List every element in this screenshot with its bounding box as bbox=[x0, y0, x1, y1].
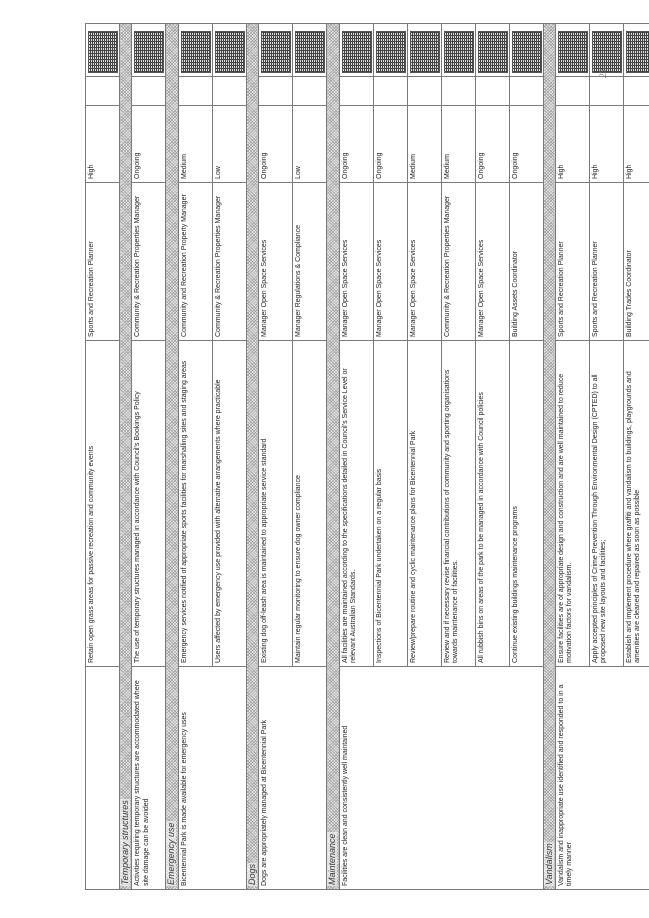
thumbnail-image bbox=[342, 31, 372, 73]
responsibility-cell: Manager Open Space Services bbox=[339, 183, 373, 341]
timeframe-cell: Low bbox=[212, 106, 246, 183]
image-cell bbox=[178, 24, 212, 77]
blank-cell bbox=[623, 77, 649, 106]
blank-cell bbox=[293, 77, 327, 106]
timeframe-cell: Ongoing bbox=[373, 106, 407, 183]
responsibility-cell: Community & Recreation Properties Manager bbox=[441, 183, 475, 341]
action-cell: Ensure facilities are of appropriate design and construction and are well maintained to reduce motivation factors for vandalism. bbox=[555, 341, 589, 667]
blank-cell bbox=[212, 77, 246, 106]
blank-cell bbox=[407, 77, 441, 106]
image-cell bbox=[373, 24, 407, 77]
action-cell: Users affected by emergency use provided with alternative arrangements where practicable bbox=[212, 341, 246, 667]
thumbnail-image bbox=[181, 31, 211, 73]
blank-cell bbox=[259, 77, 293, 106]
table-row bbox=[259, 24, 293, 890]
thumbnail-image bbox=[558, 31, 588, 73]
timeframe-cell: Ongoing bbox=[475, 106, 509, 183]
image-cell bbox=[86, 24, 120, 77]
objective-cell: Dogs are appropriately managed at Bicentennial Park bbox=[259, 667, 327, 890]
thumbnail-image bbox=[444, 31, 474, 73]
section-header-row bbox=[166, 24, 178, 890]
section-header-row bbox=[327, 24, 339, 890]
action-plan-table bbox=[85, 23, 649, 890]
responsibility-cell: Building Assets Coordinator bbox=[509, 183, 543, 341]
action-cell: Establish and implement procedure where graffiti and vandalism to buildings, playgrounds and amenities are cleaned and repaired as soon as possible bbox=[623, 341, 649, 667]
image-cell bbox=[339, 24, 373, 77]
table-row bbox=[132, 24, 166, 890]
image-cell bbox=[259, 24, 293, 77]
thumbnail-image bbox=[215, 31, 245, 73]
timeframe-cell: High bbox=[623, 106, 649, 183]
table-row bbox=[178, 24, 212, 890]
timeframe-cell: Ongoing bbox=[509, 106, 543, 183]
action-cell: Retain open grass areas for passive recreation and community events bbox=[86, 341, 120, 667]
image-cell bbox=[212, 24, 246, 77]
thumbnail-image bbox=[295, 31, 325, 73]
page-number: 23 bbox=[598, 69, 608, 78]
action-cell: Emergency services notified of appropriate sports facilities for marshalling sites and staging areas bbox=[178, 341, 212, 667]
timeframe-cell: High bbox=[589, 106, 623, 183]
section-title: Dogs bbox=[246, 863, 257, 885]
responsibility-cell: Sports and Recreation Planner bbox=[589, 183, 623, 341]
section-title: Emergency use bbox=[166, 822, 177, 885]
blank-cell bbox=[339, 77, 373, 106]
section-header-row bbox=[543, 24, 555, 890]
thumbnail-image bbox=[134, 31, 164, 73]
responsibility-cell: Manager Open Space Services bbox=[407, 183, 441, 341]
table-row bbox=[555, 24, 589, 890]
timeframe-cell: Low bbox=[293, 106, 327, 183]
blank-cell bbox=[475, 77, 509, 106]
timeframe-cell: High bbox=[86, 106, 120, 183]
thumbnail-image bbox=[592, 31, 622, 73]
responsibility-cell: Manager Open Space Services bbox=[259, 183, 293, 341]
action-cell: All facilities are maintained according to the specifications detailed in Council's Service Level or relevant Australian Standards. bbox=[339, 341, 373, 667]
table-row bbox=[86, 24, 120, 890]
objective-cell bbox=[86, 667, 120, 890]
image-cell bbox=[623, 24, 649, 77]
timeframe-cell: High bbox=[555, 106, 589, 183]
table-row bbox=[339, 24, 373, 890]
section-title: Vandalism bbox=[543, 843, 554, 885]
action-cell: Review and if necessary revise financial contributions of community and sporting organisations towards maintenance of facilities. bbox=[441, 341, 475, 667]
image-cell bbox=[509, 24, 543, 77]
blank-cell bbox=[178, 77, 212, 106]
section-header bbox=[166, 24, 178, 890]
action-cell: Continue existing buildings maintenance programs bbox=[509, 341, 543, 667]
action-cell: The use of temporary structures managed in accordance with Council's Bookings Policy bbox=[132, 341, 166, 667]
objective-cell: Activities requiring temporary structures are accommodated where site damage can be avoided bbox=[132, 667, 166, 890]
section-header-row bbox=[246, 24, 258, 890]
responsibility-cell: Building Trades Coordinator bbox=[623, 183, 649, 341]
image-cell bbox=[132, 24, 166, 77]
section-header bbox=[327, 24, 339, 890]
section-header bbox=[246, 24, 258, 890]
responsibility-cell: Community & Recreation Properties Manager bbox=[132, 183, 166, 341]
timeframe-cell: Ongoing bbox=[132, 106, 166, 183]
action-cell: All rubbish bins on areas of the park to be managed in accordance with Council policies bbox=[475, 341, 509, 667]
action-cell: Inspections of Bicentennial Park undertaken on a regular basis bbox=[373, 341, 407, 667]
action-cell: Maintain regular monitoring to ensure dog owner compliance bbox=[293, 341, 327, 667]
responsibility-cell: Sports and Recreation Planner bbox=[86, 183, 120, 341]
section-header-row bbox=[120, 24, 132, 890]
responsibility-cell: Sports and Recreation Planner bbox=[555, 183, 589, 341]
blank-cell bbox=[589, 77, 623, 106]
timeframe-cell: Medium bbox=[441, 106, 475, 183]
image-cell bbox=[407, 24, 441, 77]
thumbnail-image bbox=[376, 31, 406, 73]
image-cell bbox=[293, 24, 327, 77]
action-cell: Existing dog off-leash area is maintained to appropriate service standard bbox=[259, 341, 293, 667]
timeframe-cell: Medium bbox=[178, 106, 212, 183]
thumbnail-image bbox=[410, 31, 440, 73]
timeframe-cell: Ongoing bbox=[259, 106, 293, 183]
responsibility-cell: Community and Recreation Property Manager bbox=[178, 183, 212, 341]
blank-cell bbox=[441, 77, 475, 106]
timeframe-cell: Medium bbox=[407, 106, 441, 183]
section-header bbox=[120, 24, 132, 890]
thumbnail-image bbox=[88, 31, 118, 73]
thumbnail-image bbox=[626, 31, 649, 73]
responsibility-cell: Manager Regulations & Compliance bbox=[293, 183, 327, 341]
objective-cell: Vandalism and inappropriate use identified and responded to in a timely manner bbox=[555, 667, 649, 890]
responsibility-cell: Community & Recreation Properties Manager bbox=[212, 183, 246, 341]
action-cell: Apply accepted principles of Crime Prevention Through Environmental Design (CPTED) to all proposed new site layouts and facilities; bbox=[589, 341, 623, 667]
image-cell bbox=[475, 24, 509, 77]
thumbnail-image bbox=[478, 31, 508, 73]
blank-cell bbox=[555, 77, 589, 106]
section-title: Temporary structures bbox=[120, 800, 130, 885]
blank-cell bbox=[373, 77, 407, 106]
blank-cell bbox=[509, 77, 543, 106]
blank-cell bbox=[86, 77, 120, 106]
blank-cell bbox=[132, 77, 166, 106]
responsibility-cell: Manager Open Space Services bbox=[475, 183, 509, 341]
image-cell bbox=[441, 24, 475, 77]
image-cell bbox=[555, 24, 589, 77]
timeframe-cell: Ongoing bbox=[339, 106, 373, 183]
section-title: Maintenance bbox=[327, 833, 338, 885]
objective-cell: Bicentennial Park is made available for emergency uses bbox=[178, 667, 246, 890]
action-cell: Review/prepare routine and cyclic maintenance plans for Bicentennial Park bbox=[407, 341, 441, 667]
thumbnail-image bbox=[512, 31, 542, 73]
thumbnail-image bbox=[261, 31, 291, 73]
responsibility-cell: Manager Open Space Services bbox=[373, 183, 407, 341]
objective-cell: Facilities are clean and consistently well maintained bbox=[339, 667, 543, 890]
section-header bbox=[543, 24, 555, 890]
